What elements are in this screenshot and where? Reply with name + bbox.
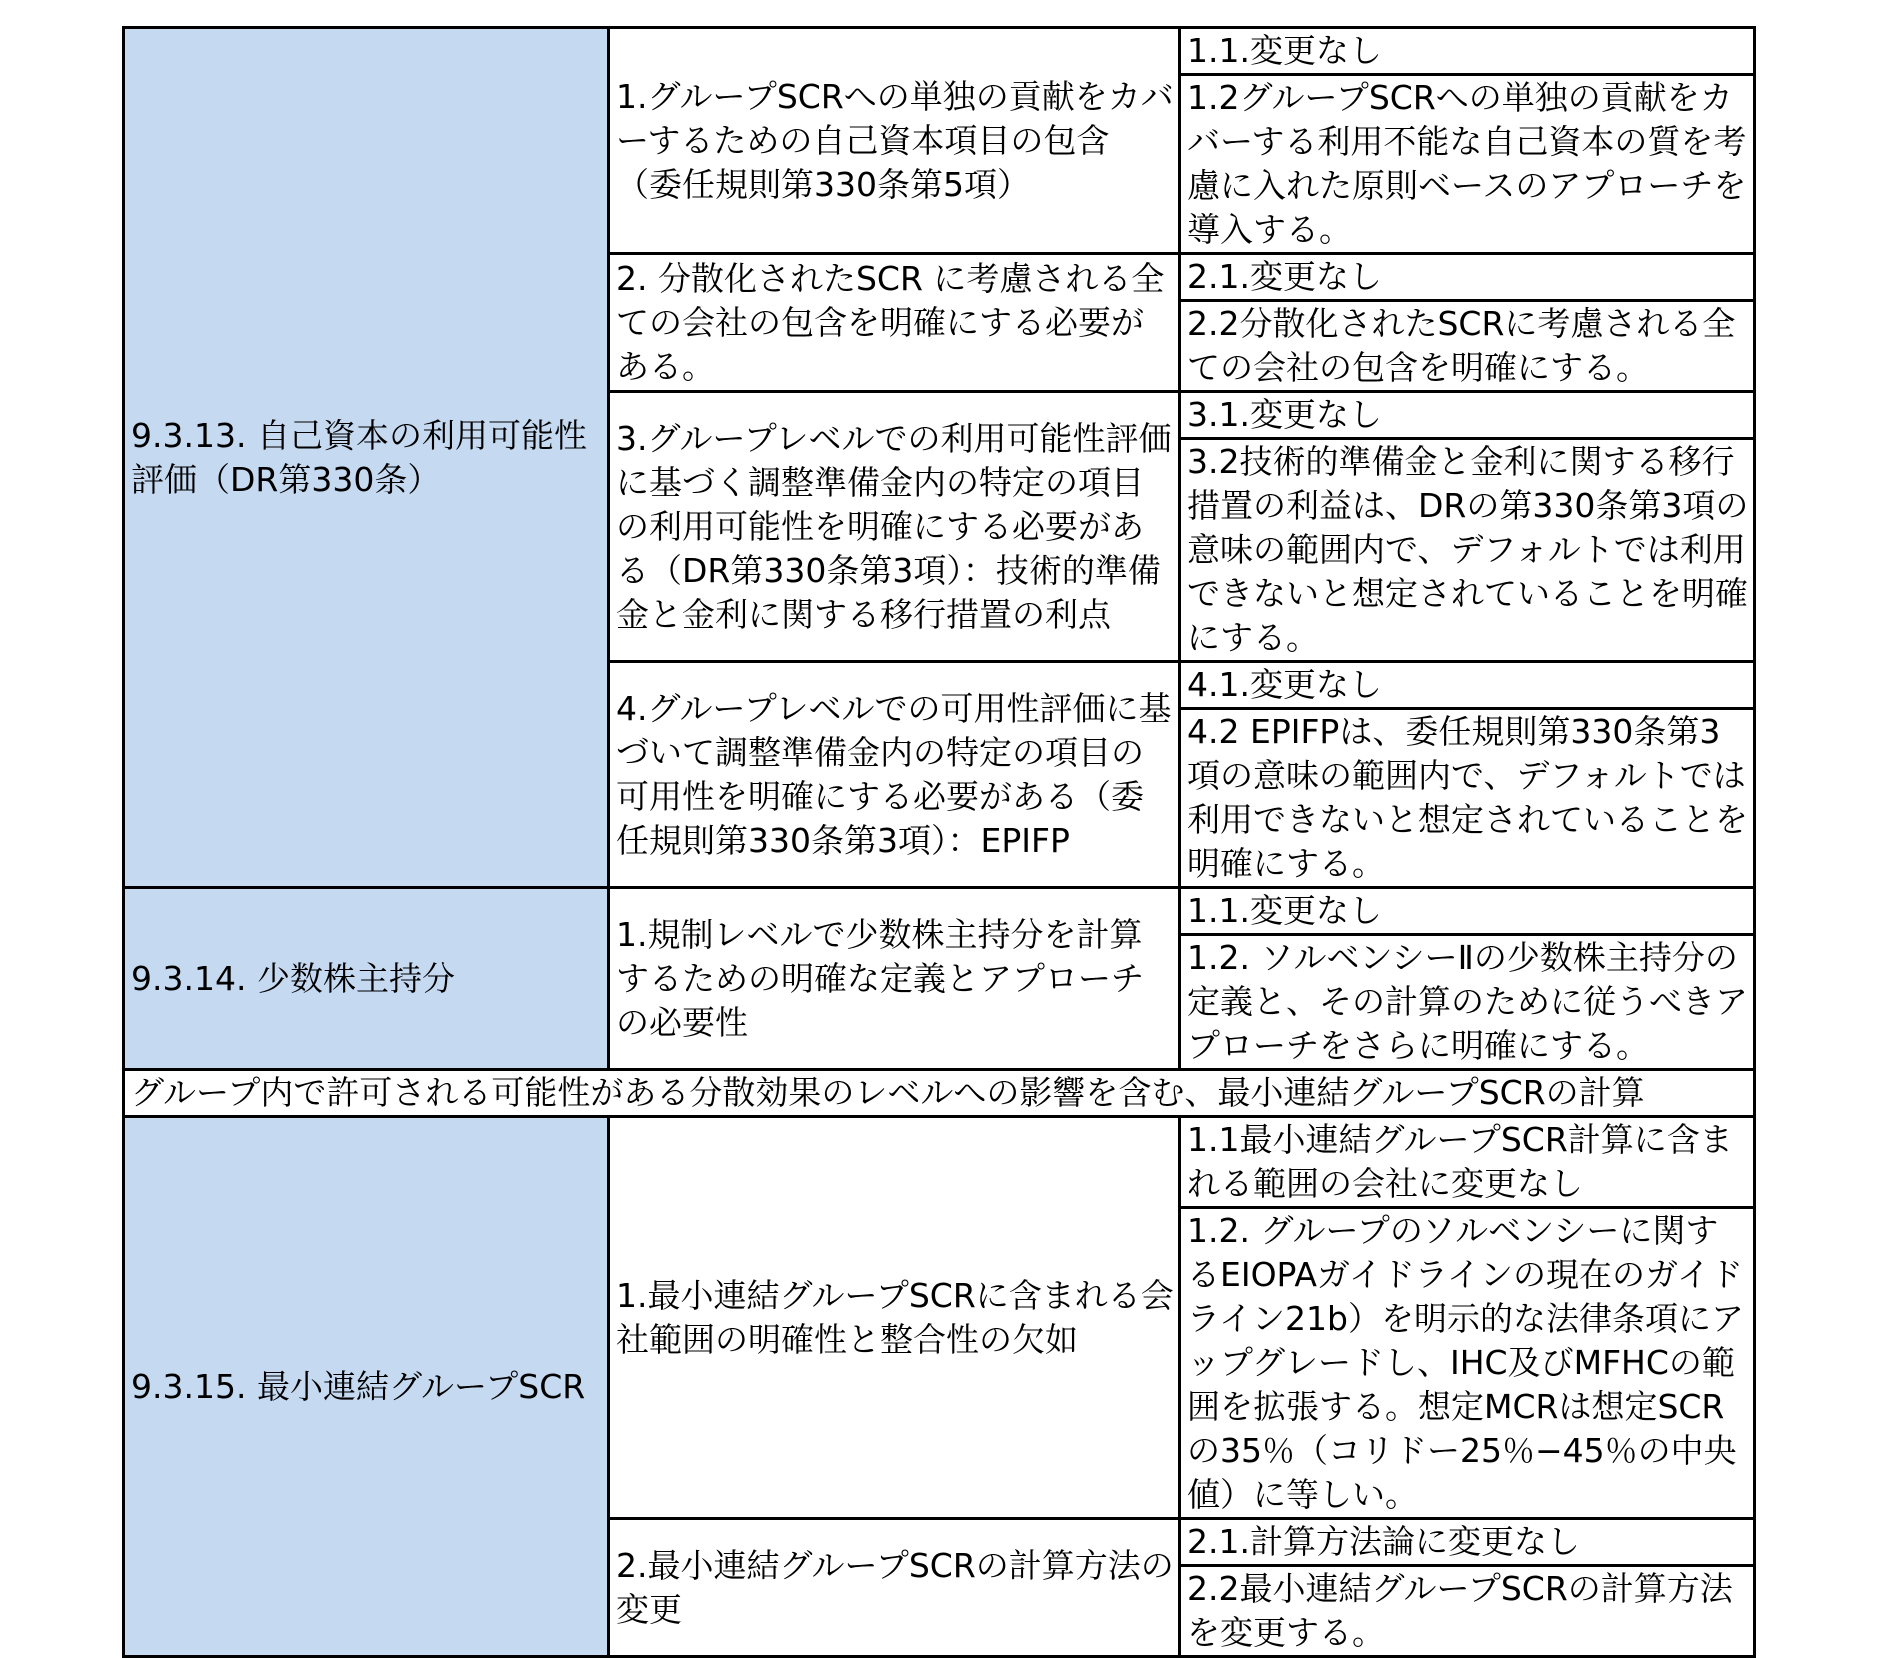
section-heading-row: グループ内で許可される可能性がある分散効果のレベルへの影響を含む、最小連結グループSCRの計算 [124, 1070, 1755, 1117]
option-cell: 1.1最小連結グループSCR計算に含まれる範囲の会社に変更なし [1180, 1117, 1755, 1208]
option-cell: 2.1.計算方法論に変更なし [1180, 1519, 1755, 1566]
option-cell: 3.2技術的準備金と金利に関する移行措置の利益は、DRの第330条第3項の意味の範囲内で、デフォルトでは利用できないと想定されていることを明確にする。 [1180, 439, 1755, 662]
section-title-cell: 9.3.14. 少数株主持分 [124, 888, 609, 1070]
option-cell: 1.1.変更なし [1180, 28, 1755, 75]
issue-cell: 4.グループレベルでの可用性評価に基づいて調整準備金内の特定の項目の可用性を明確にする必要がある（委任規則第330条第3項）：EPIFP [609, 662, 1180, 888]
option-cell: 1.1.変更なし [1180, 888, 1755, 935]
section-title-cell: 9.3.15. 最小連結グループSCR [124, 1117, 609, 1657]
policy-options-table [122, 26, 1756, 1658]
option-cell: 1.2. ソルベンシーⅡの少数株主持分の定義と、その計算のために従うべきアプローチをさらに明確にする。 [1180, 935, 1755, 1070]
issue-cell: 3.グループレベルでの利用可能性評価に基づく調整準備金内の特定の項目の利用可能性を明確にする必要がある（DR第330条第3項）：技術的準備金と金利に関する移行措置の利点 [609, 392, 1180, 662]
issue-cell: 1.規制レベルで少数株主持分を計算するための明確な定義とアプローチの必要性 [609, 888, 1180, 1070]
option-cell: 4.1.変更なし [1180, 662, 1755, 709]
issue-cell: 1.グループSCRへの単独の貢献をカバーするための自己資本項目の包含（委任規則第330条第5項） [609, 28, 1180, 254]
option-cell: 2.2分散化されたSCRに考慮される全ての会社の包含を明確にする。 [1180, 301, 1755, 392]
option-cell: 2.2最小連結グループSCRの計算方法を変更する。 [1180, 1566, 1755, 1657]
option-cell: 1.2グループSCRへの単独の貢献をカバーする利用不能な自己資本の質を考慮に入れた原則ベースのアプローチを導入する。 [1180, 75, 1755, 254]
option-cell: 4.2 EPIFPは、委任規則第330条第3項の意味の範囲内で、デフォルトでは利用できないと想定されていることを明確にする。 [1180, 709, 1755, 888]
issue-cell: 1.最小連結グループSCRに含まれる会社範囲の明確性と整合性の欠如 [609, 1117, 1180, 1519]
section-title-cell: 9.3.13. 自己資本の利用可能性評価（DR第330条） [124, 28, 609, 888]
option-cell: 1.2. グループのソルベンシーに関するEIOPAガイドラインの現在のガイドライン21b）を明示的な法律条項にアップグレードし、IHC及びMFHCの範囲を拡張する。想定MCRは想定SCRの35％（コリドー25％−45％の中央値）に等しい。 [1180, 1208, 1755, 1519]
option-cell: 3.1.変更なし [1180, 392, 1755, 439]
issue-cell: 2. 分散化されたSCR に考慮される全ての会社の包含を明確にする必要がある。 [609, 254, 1180, 392]
option-cell: 2.1.変更なし [1180, 254, 1755, 301]
issue-cell: 2.最小連結グループSCRの計算方法の変更 [609, 1519, 1180, 1657]
